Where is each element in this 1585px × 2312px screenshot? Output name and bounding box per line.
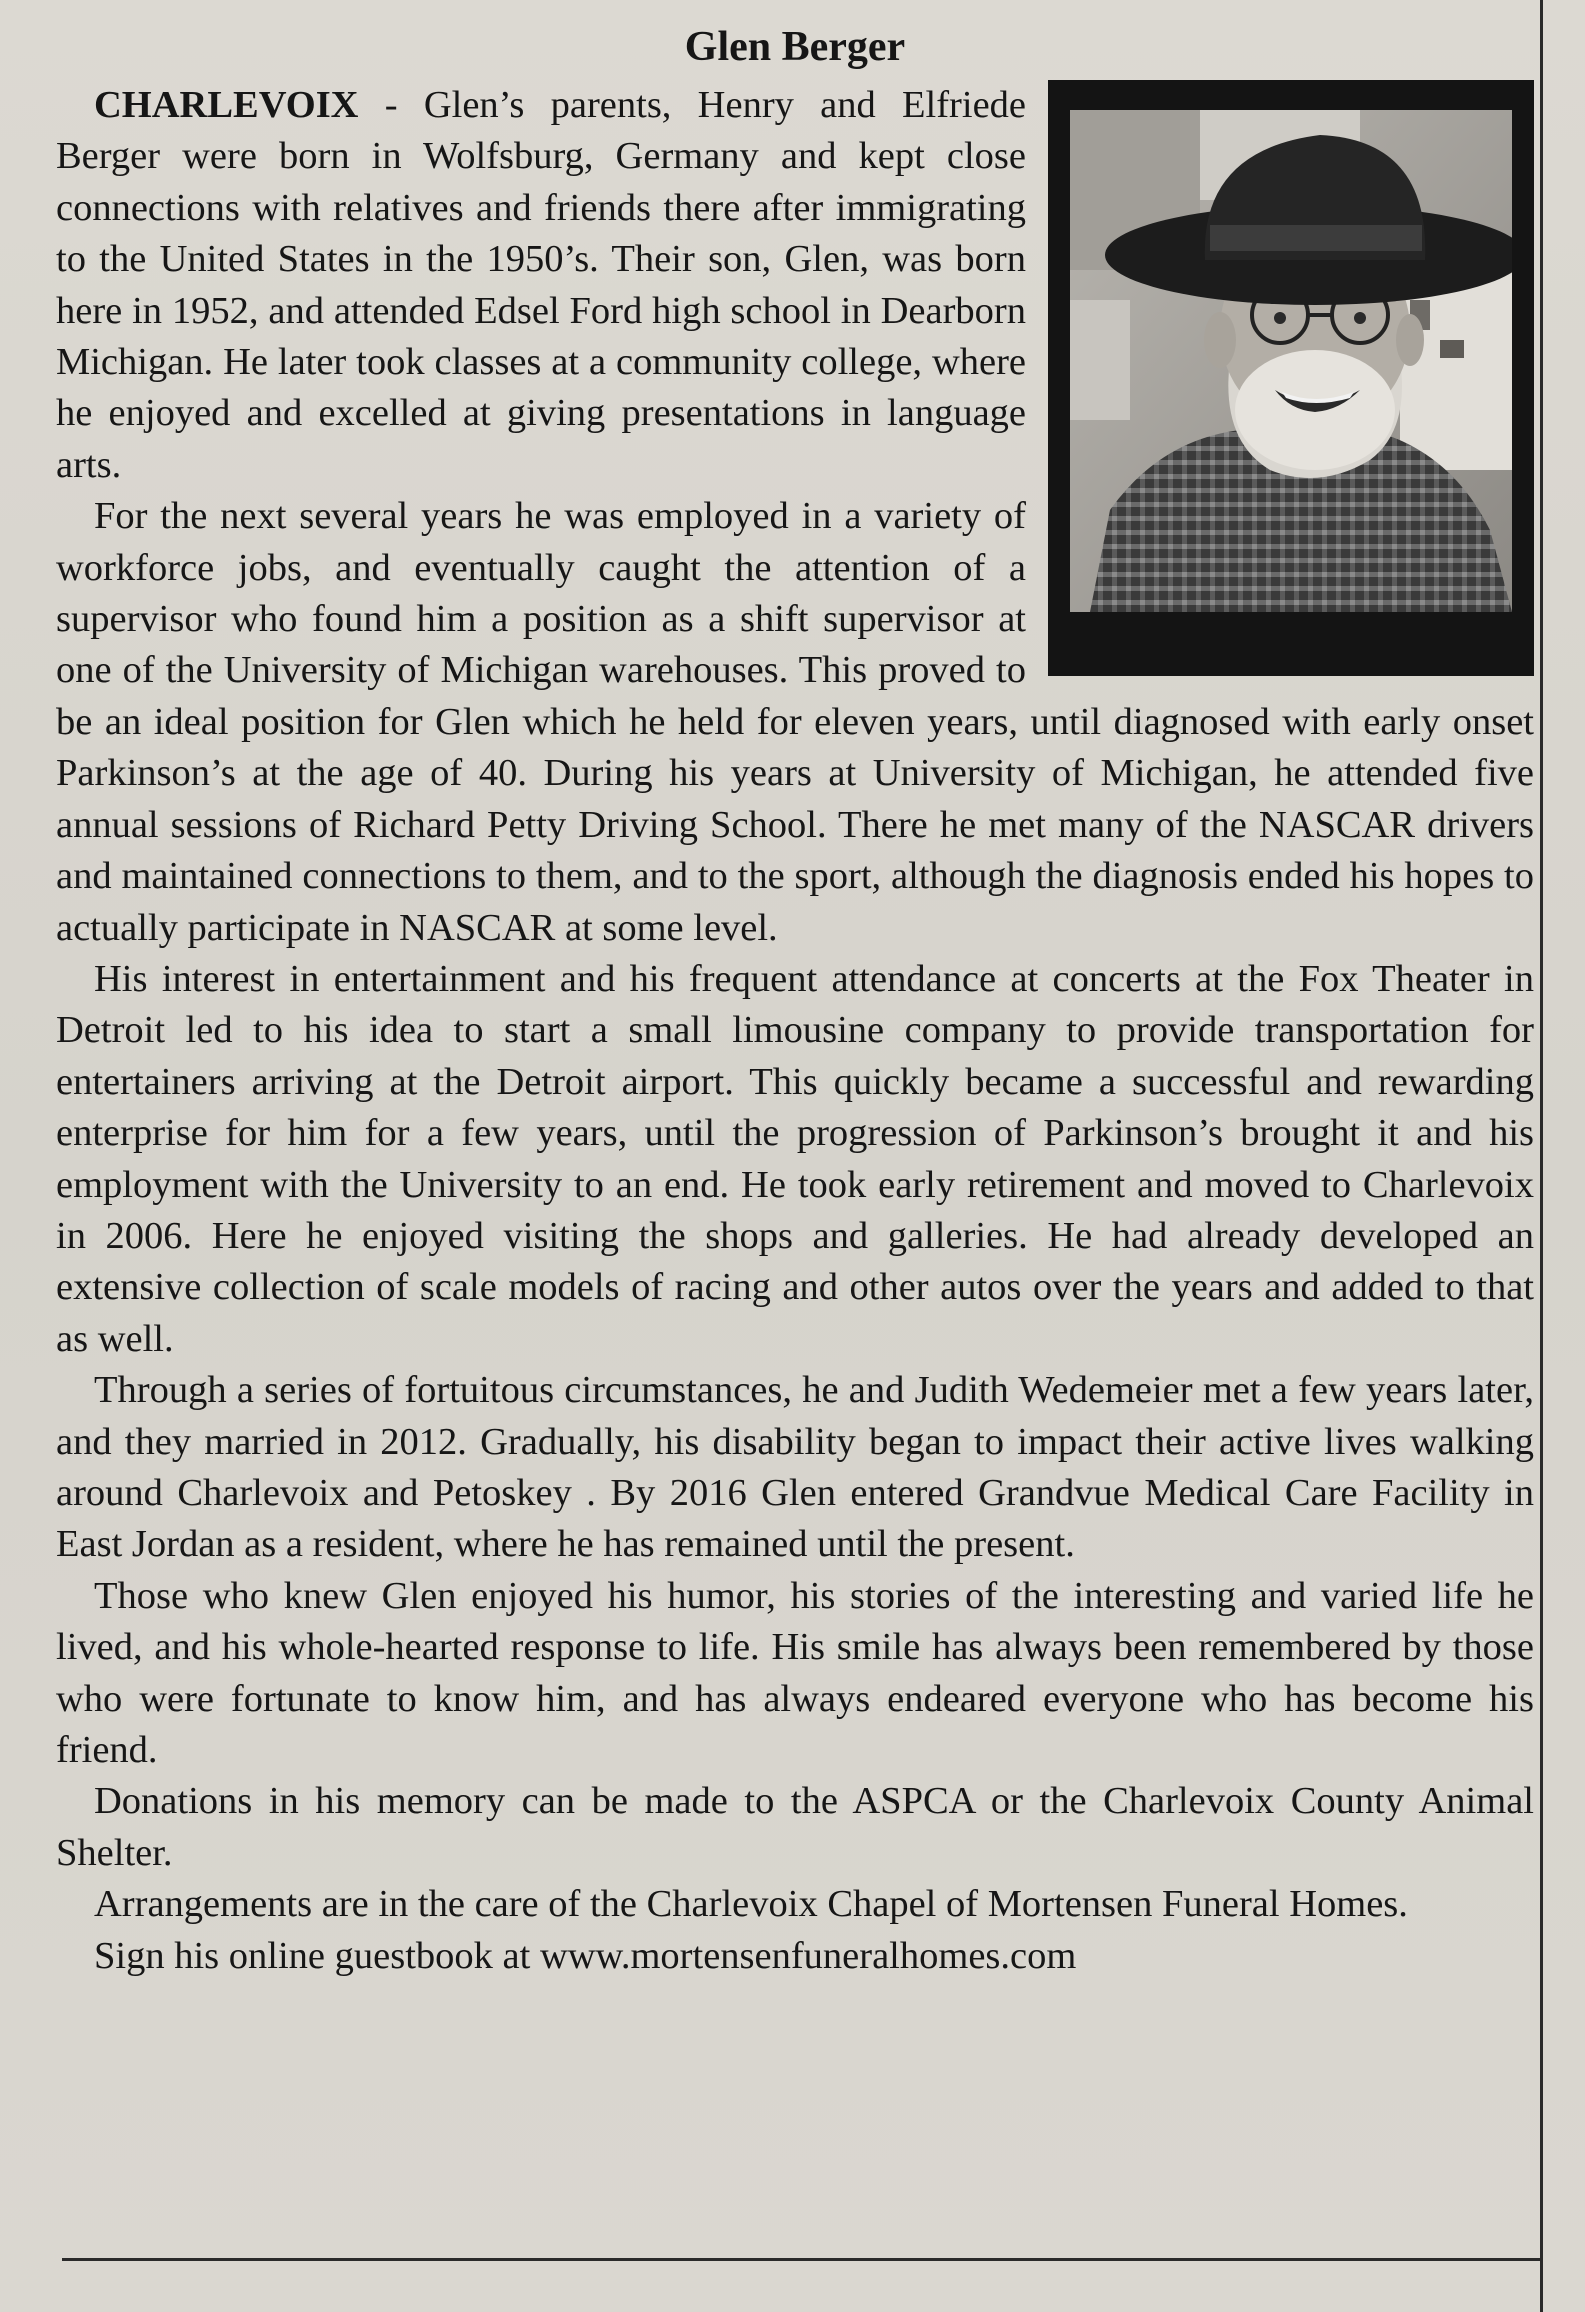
dateline: CHARLEVOIX <box>94 84 359 126</box>
paragraph-2: For the next several years he was employed in a variety of workforce jobs, and eventually caught the attention of a supervisor who found him a position as a shift supervisor at one of the University of Michigan warehouses. This proved to be an ideal position for Glen which he held for eleven years, until diagnosed with early onset Parkinson’s at the age of 40. During his years at University of Michigan, he attended five annual sessions of Richard Petty Driving School. There he met many of the NASCAR drivers and maintained connections to them, and to the sport, although the diagnosis ended his hopes to actually participate in NASCAR at some level. <box>56 495 1534 949</box>
column-rule <box>1540 0 1543 2312</box>
paragraph-4: Through a series of fortuitous circumstances, he and Judith Wedemeier met a few years later, and they married in 2012. Gradually, his disability began to impact their active lives walking around Charlevoix and Petoskey . By 2016 Glen entered Grandvue Medical Care Facility in East Jordan as a resident, where he has remained until the present. <box>56 1369 1534 1566</box>
paragraph-7: Arrangements are in the care of the Charlevoix Chapel of Mortensen Funeral Homes. <box>94 1883 1408 1926</box>
paragraph-6: Donations in his memory can be made to the ASPCA or the Charlevoix County Animal Shelter. <box>56 1780 1534 1874</box>
paragraph-5: Those who knew Glen enjoyed his humor, his stories of the interesting and varied life he lived, and his whole-hearted response to life. His smile has always been remembered by those who were fortunate to know him, and has always endeared everyone who has become his friend. <box>56 1574 1534 1771</box>
portrait-photo <box>1048 80 1534 676</box>
bottom-rule <box>62 2258 1540 2261</box>
paragraph-1-text: - Glen’s parents, Henry and Elfriede Berger were born in Wolfsburg, Germany and kept close connections with relatives and friends there after immigrating to the United States in the 1950’s. Their son, Glen, was born here in 1952, and attended Edsel Ford high school in Dearborn Michigan. He later took classes at a community college, where he enjoyed and excelled at giving presentations in language arts. <box>56 84 1026 486</box>
headline: Glen Berger <box>684 24 906 70</box>
obituary-article <box>56 22 1534 1982</box>
portrait-image <box>1070 110 1512 612</box>
guestbook-line: Sign his online guestbook at www.mortensenfuneralhomes.com <box>94 1934 1077 1977</box>
paragraph-3: His interest in entertainment and his frequent attendance at concerts at the Fox Theater in Detroit led to his idea to start a small limousine company to provide transportation for entertainers arriving at the Detroit airport. This quickly became a successful and rewarding enterprise for him for a few years, until the progression of Parkinson’s brought it and his employment with the University to an end. He took early retirement and moved to Charlevoix in 2006. Here he enjoyed visiting the shops and galleries. He had already developed an extensive collection of scale models of racing and other autos over the years and added to that as well. <box>56 957 1534 1360</box>
